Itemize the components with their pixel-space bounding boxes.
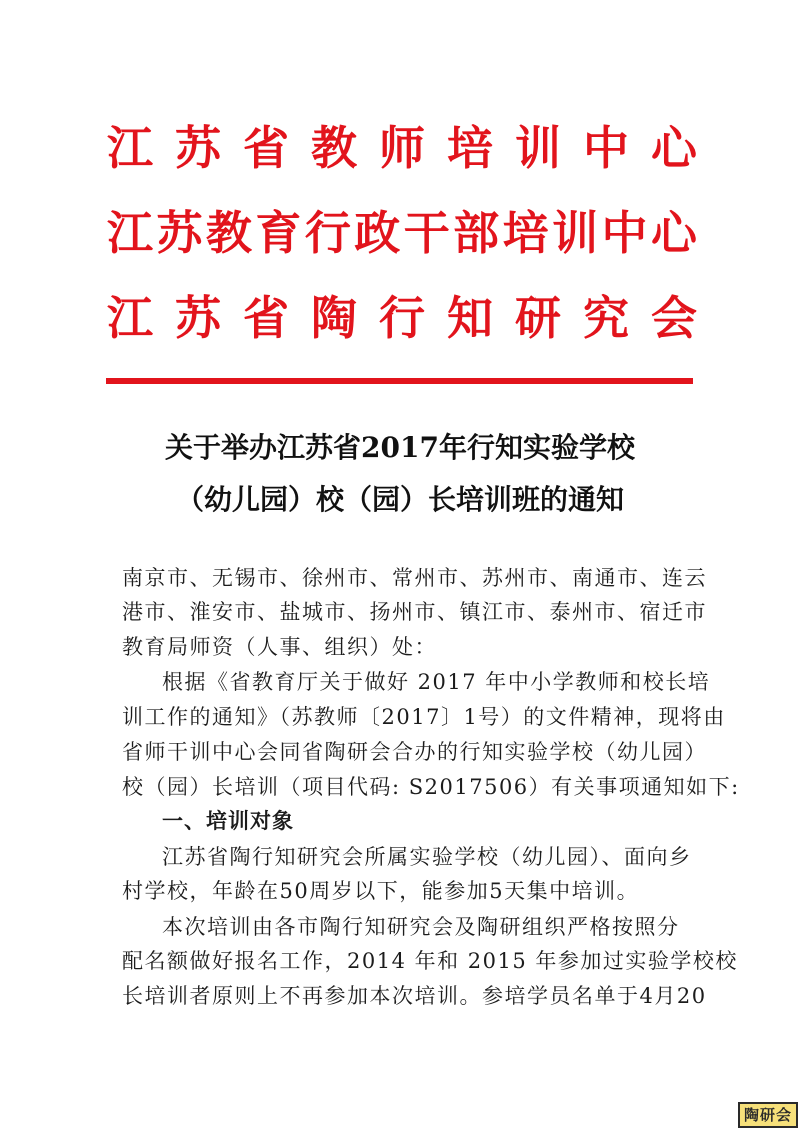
addressee-line-1: 南京市、无锡市、徐州市、常州市、苏州市、南通市、连云 [122, 566, 707, 590]
heading-char: 苏 [175, 121, 221, 175]
heading-char: 江 [107, 291, 153, 345]
heading-char: 心 [651, 121, 697, 175]
header-divider-rule [106, 378, 693, 384]
heading-char: 教 [205, 206, 252, 260]
document-title-line-1: 关于举办江苏省2017年行知实验学校 [165, 431, 635, 464]
addressee-line-2: 港市、淮安市、盐城市、扬州市、镇江市、泰州市、宿迁市 [122, 600, 707, 624]
heading-char: 苏 [175, 291, 221, 345]
heading-char: 培 [447, 121, 493, 175]
section1-p1-line-2: 村学校，年龄在50周岁以下，能参加5天集中培训。 [122, 879, 640, 903]
heading-char: 江 [107, 206, 153, 260]
section1-p2-line-3: 长培训者原则上不再参加本次培训。参培学员名单于4月20 [122, 984, 707, 1008]
heading-char: 究 [583, 291, 629, 345]
heading-char: 教 [311, 121, 357, 175]
document-title-line-2: （幼儿园）校（园）长培训班的通知 [175, 483, 624, 516]
heading-char: 省 [243, 121, 289, 175]
heading-char: 省 [243, 291, 289, 345]
heading-char: 训 [552, 206, 599, 260]
org-name-admin-cadre-training-center [107, 205, 697, 261]
intro-line-1: 根据《省教育厅关于做好 2017 年中小学教师和校长培 [162, 670, 711, 694]
section1-p2-line-1: 本次培训由各市陶行知研究会及陶研组织严格按照分 [162, 915, 680, 939]
section1-p2-line-2: 配名额做好报名工作，2014 年和 2015 年参加过实验学校校 [122, 949, 738, 973]
org-name-tao-xingzhi-research-society [107, 290, 697, 346]
heading-char: 干 [403, 206, 450, 260]
heading-char: 中 [601, 206, 648, 260]
heading-char: 陶 [311, 291, 357, 345]
intro-line-3: 省师干训中心会同省陶研会合办的行知实验学校（幼儿园） [122, 740, 707, 764]
watermark-badge: 陶研会 [738, 1102, 798, 1128]
heading-char: 政 [354, 206, 401, 260]
heading-char: 培 [502, 206, 549, 260]
heading-char: 行 [304, 206, 351, 260]
heading-char: 会 [651, 291, 697, 345]
section-heading-training-targets: 一、培训对象 [162, 809, 294, 833]
heading-char: 研 [515, 291, 561, 345]
heading-char: 江 [107, 121, 153, 175]
heading-char: 心 [650, 206, 697, 260]
heading-char: 训 [515, 121, 561, 175]
heading-char: 行 [379, 291, 425, 345]
heading-char: 知 [447, 291, 493, 345]
intro-line-4: 校（园）长培训（项目代码: S2017506）有关事项通知如下: [122, 775, 740, 799]
heading-char: 中 [583, 121, 629, 175]
section1-p1-line-1: 江苏省陶行知研究会所属实验学校（幼儿园）、面向乡 [162, 845, 692, 869]
heading-char: 苏 [156, 206, 203, 260]
addressee-line-3: 教育局师资（人事、组织）处： [122, 635, 437, 659]
org-name-teacher-training-center [107, 120, 697, 176]
heading-char: 育 [255, 206, 302, 260]
intro-line-2: 训工作的通知》（苏教师〔2017〕1号）的文件精神，现将由 [122, 705, 726, 729]
heading-char: 师 [379, 121, 425, 175]
heading-char: 部 [453, 206, 500, 260]
